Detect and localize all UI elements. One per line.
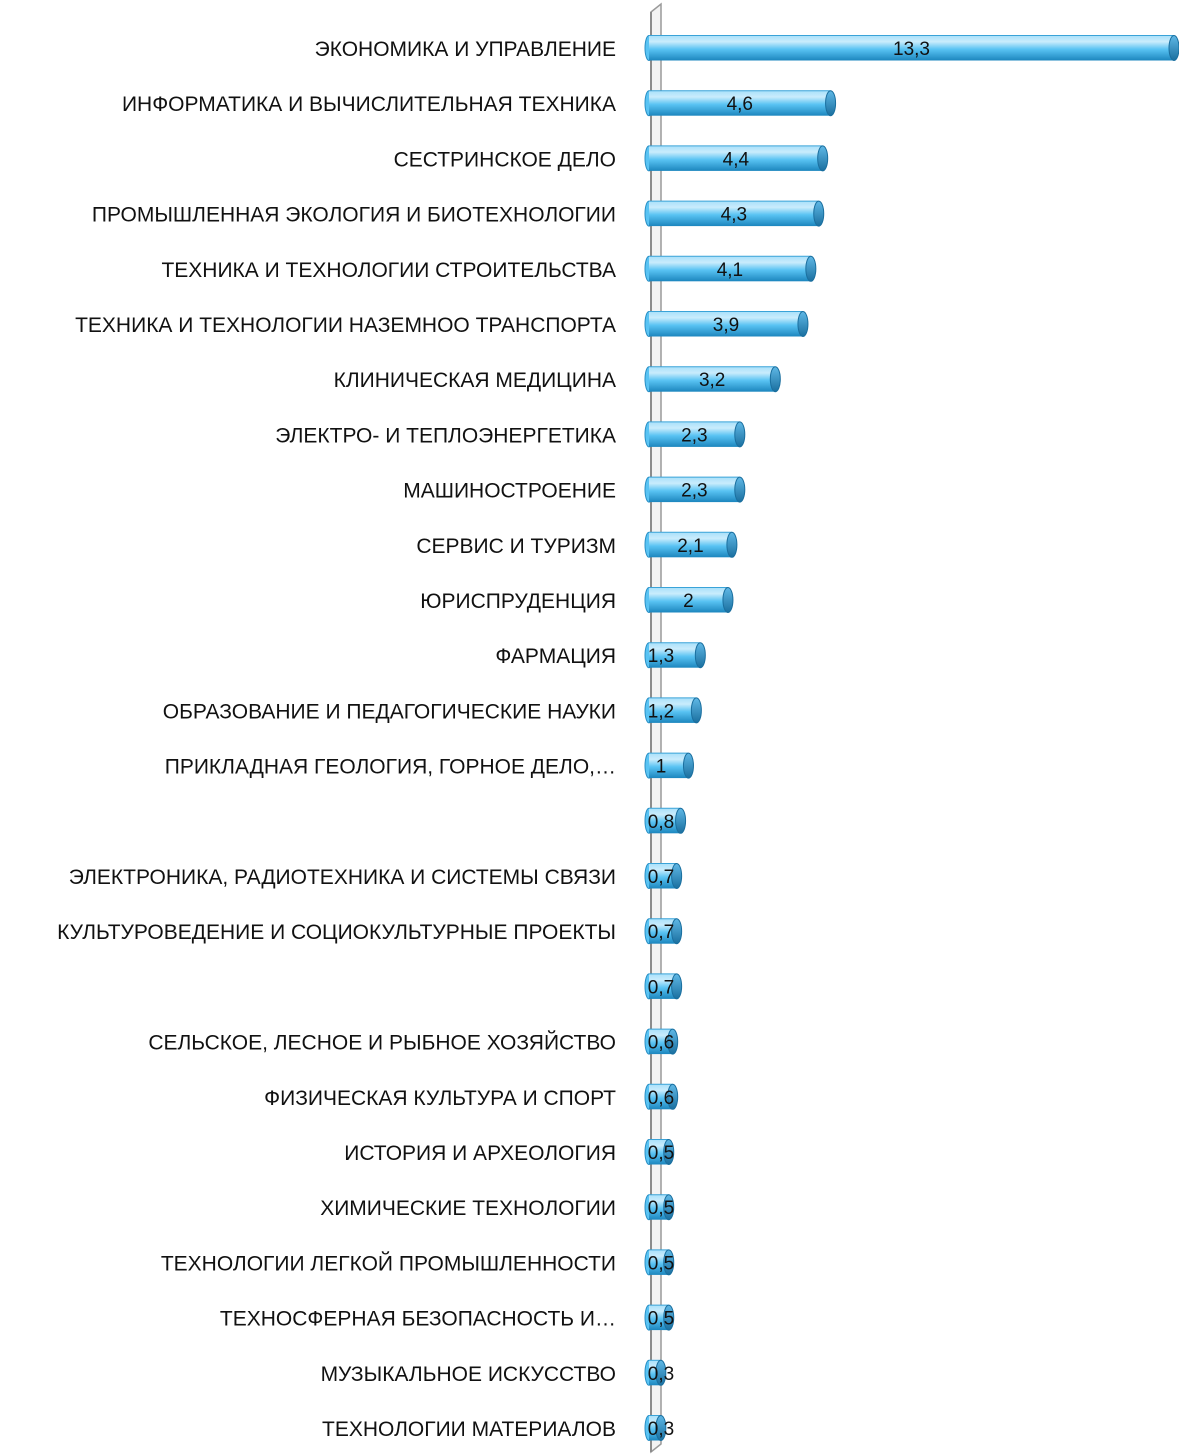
bar-item <box>645 146 828 171</box>
value-label: 4,1 <box>716 259 744 281</box>
bar-item <box>645 643 705 668</box>
category-label: ТЕХНИКА И ТЕХНОЛОГИИ СТРОИТЕЛЬСТВА <box>161 258 616 282</box>
bar-end-cap <box>814 201 824 226</box>
value-label: 0,7 <box>647 867 675 888</box>
value-label: 0,3 <box>647 1419 675 1440</box>
category-label: СЕРВИС И ТУРИЗМ <box>416 534 616 558</box>
category-label: ЮРИСПРУДЕНЦИЯ <box>420 590 616 613</box>
category-label: ИНФОРМАТИКА И ВЫЧИСЛИТЕЛЬНАЯ ТЕХНИКА <box>121 93 616 117</box>
bar-end-cap <box>695 643 705 668</box>
category-label: СЕЛЬСКОЕ, ЛЕСНОЕ И РЫБНОЕ ХОЗЯЙСТВО <box>148 1031 616 1055</box>
bar-end-cap <box>818 146 828 171</box>
category-label: ИСТОРИЯ И АРХЕОЛОГИЯ <box>344 1142 616 1165</box>
bar-item <box>645 1084 678 1109</box>
bar-item <box>645 367 780 392</box>
bar-end-cap <box>676 808 686 833</box>
value-label: 4,4 <box>722 149 750 171</box>
bars-group <box>645 36 1179 1441</box>
bar-end-cap <box>727 532 737 557</box>
value-label: 1 <box>655 756 667 778</box>
bar-item <box>645 256 816 281</box>
category-label: КУЛЬТУРОВЕДЕНИЕ И СОЦИОКУЛЬТУРНЫЕ ПРОЕКТЫ <box>57 921 616 945</box>
bar-item <box>645 974 682 999</box>
bar-item <box>645 698 701 723</box>
bar-item <box>645 1029 678 1054</box>
category-label: ПРИКЛАДНАЯ ГЕОЛОГИЯ, ГОРНОЕ ДЕЛО,… <box>164 755 616 779</box>
bar-item <box>645 753 693 778</box>
value-label: 0,5 <box>647 1143 675 1164</box>
value-label: 1,3 <box>647 646 675 668</box>
bar-item <box>645 312 808 337</box>
bar-item <box>645 477 745 502</box>
bar-end-cap <box>826 91 836 116</box>
bar-item <box>645 1140 674 1165</box>
bar-end-cap <box>798 312 808 337</box>
bar-item <box>645 422 745 447</box>
bar-item <box>645 588 733 613</box>
category-label: ТЕХНОСФЕРНАЯ БЕЗОПАСНОСТЬ И… <box>219 1307 616 1331</box>
bar-end-cap <box>723 588 733 613</box>
bar-end-cap <box>691 698 701 723</box>
bar-item <box>645 1416 674 1441</box>
category-label: ТЕХНИКА И ТЕХНОЛОГИИ НАЗЕМНОО ТРАНСПОРТА <box>75 314 616 337</box>
value-label: 3,2 <box>698 370 726 392</box>
category-label: ФАРМАЦИЯ <box>495 645 616 669</box>
bar-end-cap <box>735 477 745 502</box>
value-label: 0,5 <box>647 1253 675 1275</box>
category-label: КЛИНИЧЕСКАЯ МЕДИЦИНА <box>333 369 616 393</box>
category-label: ЭЛЕКТРО- И ТЕПЛОЭНЕРГЕТИКА <box>275 424 616 448</box>
value-label: 2,3 <box>681 425 708 447</box>
category-label: ТЕХНОЛОГИИ МАТЕРИАЛОВ <box>322 1418 616 1441</box>
value-label: 2,1 <box>677 535 704 557</box>
category-label: СЕСТРИНСКОЕ ДЕЛО <box>393 148 616 172</box>
value-label: 1,2 <box>647 701 675 723</box>
category-labels-group <box>57 38 616 1441</box>
value-label: 4,6 <box>726 94 754 116</box>
bar-end-cap <box>735 422 745 447</box>
category-label: ЭКОНОМИКА И УПРАВЛЕНИЕ <box>314 38 616 61</box>
bar-item <box>645 919 682 944</box>
bar-item <box>645 1195 674 1220</box>
value-label: 0,6 <box>647 1087 675 1109</box>
category-label: МУЗЫКАЛЬНОЕ ИСКУССТВО <box>320 1362 616 1386</box>
category-label: ОБРАЗОВАНИЕ И ПЕДАГОГИЧЕСКИЕ НАУКИ <box>162 700 616 724</box>
value-label: 2 <box>683 591 694 612</box>
value-label: 2,3 <box>681 480 708 502</box>
value-label: 3,9 <box>712 315 740 336</box>
bar-item <box>645 1250 674 1275</box>
value-label: 0,5 <box>647 1308 675 1330</box>
category-label: ТЕХНОЛОГИИ ЛЕГКОЙ ПРОМЫШЛЕННОСТИ <box>160 1252 616 1276</box>
value-label: 0,8 <box>647 811 675 833</box>
bar-item <box>645 532 737 557</box>
bar-item <box>645 1360 674 1385</box>
value-label: 0,6 <box>647 1032 675 1054</box>
bar-item <box>645 201 824 226</box>
category-label: ФИЗИЧЕСКАЯ КУЛЬТУРА И СПОРТ <box>264 1086 616 1110</box>
category-label: ЭЛЕКТРОНИКА, РАДИОТЕХНИКА И СИСТЕМЫ СВЯЗИ <box>68 866 616 889</box>
value-label: 0,7 <box>647 922 675 944</box>
bar-item <box>645 1305 674 1330</box>
bar-item <box>645 91 836 116</box>
bar-end-cap <box>806 256 816 281</box>
bar-item <box>645 808 686 833</box>
bar-item <box>645 36 1179 61</box>
category-label: МАШИНОСТРОЕНИЕ <box>403 479 616 503</box>
value-label: 0,3 <box>647 1363 675 1385</box>
value-label: 13,3 <box>893 39 930 60</box>
category-label: ХИМИЧЕСКИЕ ТЕХНОЛОГИИ <box>320 1197 616 1221</box>
value-label: 0,7 <box>647 977 675 999</box>
bar-item <box>645 864 682 889</box>
value-label: 0,5 <box>647 1198 675 1220</box>
bar-end-cap <box>1169 36 1179 61</box>
bar-end-cap <box>683 753 693 778</box>
category-label: ПРОМЫШЛЕННАЯ ЭКОЛОГИЯ И БИОТЕХНОЛОГИИ <box>91 203 616 227</box>
bar-end-cap <box>770 367 780 392</box>
value-label: 4,3 <box>720 204 748 226</box>
